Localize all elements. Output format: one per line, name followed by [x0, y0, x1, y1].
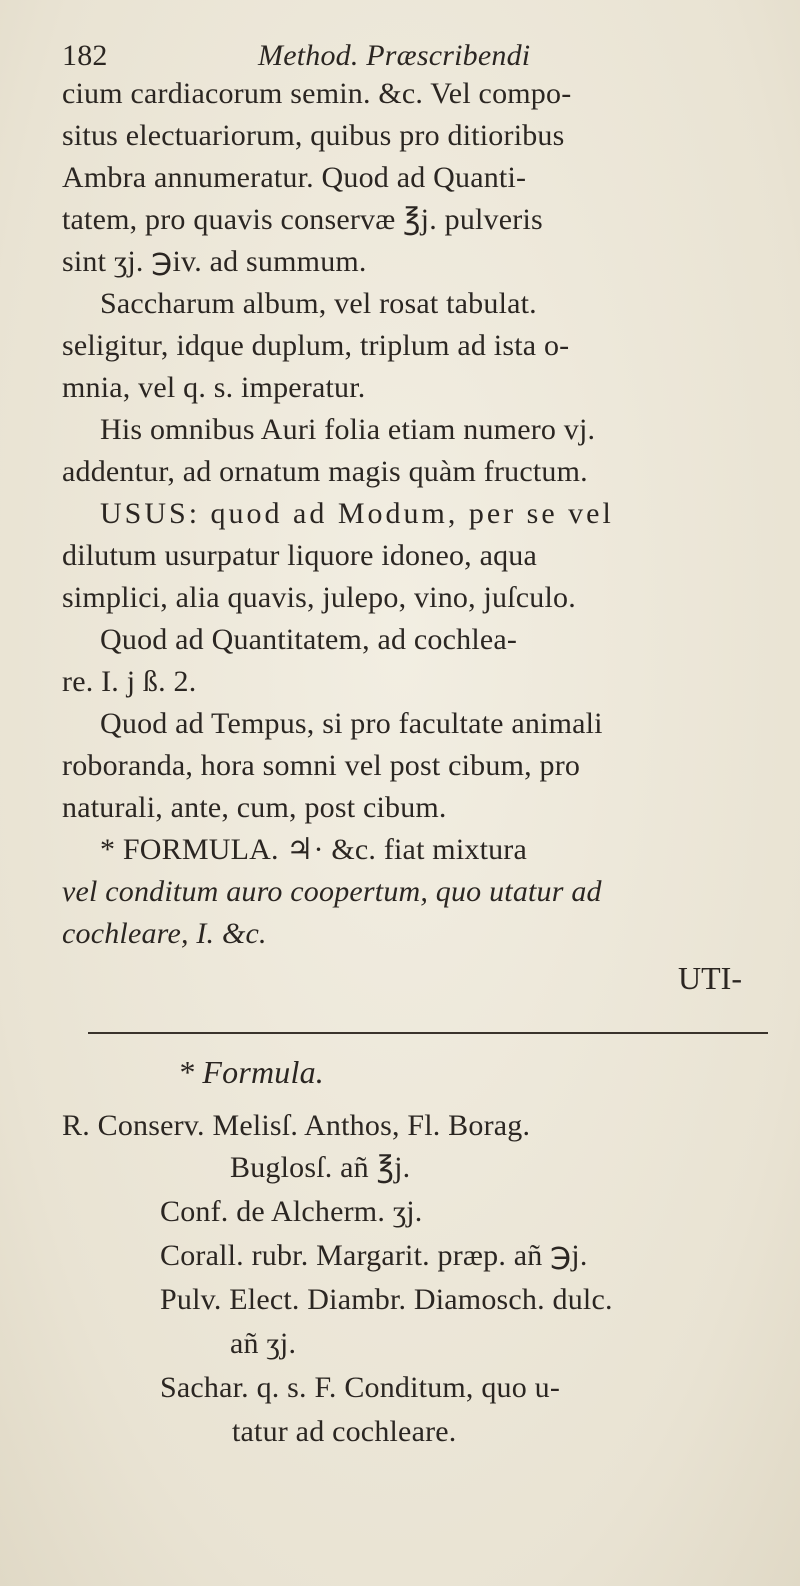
body-line-17: roboranda, hora somni vel post cibum, pro — [62, 749, 581, 782]
body-line-19: * FORMULA. ♃· &c. fiat mixtura — [100, 833, 528, 866]
body-line-13: simplici, alia quavis, julepo, vino, juſculo. — [62, 581, 576, 614]
formula-title: * Formula. — [178, 1054, 324, 1090]
body-line-7: seligitur, idque duplum, triplum ad ista o- — [62, 329, 570, 362]
formula-line-7: Sachar. q. s. F. Conditum, quo u- — [160, 1371, 561, 1404]
formula-line-6: añ ʒj. — [230, 1327, 297, 1360]
body-line-8: mnia, vel q. s. imperatur. — [62, 371, 366, 404]
body-line-4: tatem, pro quavis conservæ ℥j. pulveris — [62, 203, 543, 236]
formula-line-8: tatur ad cochleare. — [232, 1415, 457, 1448]
body-line-1: cium cardiacorum semin. &c. Vel compo- — [62, 77, 572, 110]
body-line-14: Quod ad Quantitatem, ad cochlea- — [100, 623, 518, 656]
body-line-9: His omnibus Auri folia etiam numero vj. — [100, 413, 596, 446]
body-line-10: addentur, ad ornatum magis quàm fructum. — [62, 455, 588, 488]
body-line-18: naturali, ante, cum, post cibum. — [62, 791, 447, 824]
catchword: UTI- — [678, 960, 742, 996]
body-line-15: re. I. j ß. 2. — [62, 665, 197, 698]
body-line-20: vel conditum auro coopertum, quo utatur ad — [62, 875, 602, 908]
body-line-12: dilutum usurpatur liquore idoneo, aqua — [62, 539, 538, 572]
formula-line-2: Buglosſ. añ ℥j. — [230, 1151, 411, 1184]
body-line-2: situs electuariorum, quibus pro ditioribus — [62, 119, 565, 152]
divider-rule — [88, 1032, 768, 1034]
body-line-5: sint ʒj. ℈iv. ad summum. — [62, 245, 367, 278]
page-number: 182 — [62, 39, 108, 72]
formula-line-4: Corall. rubr. Margarit. præp. añ ℈j. — [160, 1239, 588, 1272]
formula-line-3: Conf. de Alcherm. ʒj. — [160, 1195, 423, 1228]
body-line-11: USUS: quod ad Modum, per se vel — [100, 497, 614, 530]
body-line-21: cochleare, I. &c. — [62, 917, 267, 950]
body-line-16: Quod ad Tempus, si pro facultate animali — [100, 707, 603, 740]
body-line-3: Ambra annumeratur. Quod ad Quanti- — [62, 161, 527, 194]
body-line-6: Saccharum album, vel rosat tabulat. — [100, 287, 537, 320]
running-head: Method. Præscribendi — [258, 39, 531, 72]
formula-line-1: R. Conserv. Melisſ. Anthos, Fl. Borag. — [62, 1109, 531, 1142]
formula-line-5: Pulv. Elect. Diambr. Diamosch. dulc. — [160, 1283, 613, 1316]
